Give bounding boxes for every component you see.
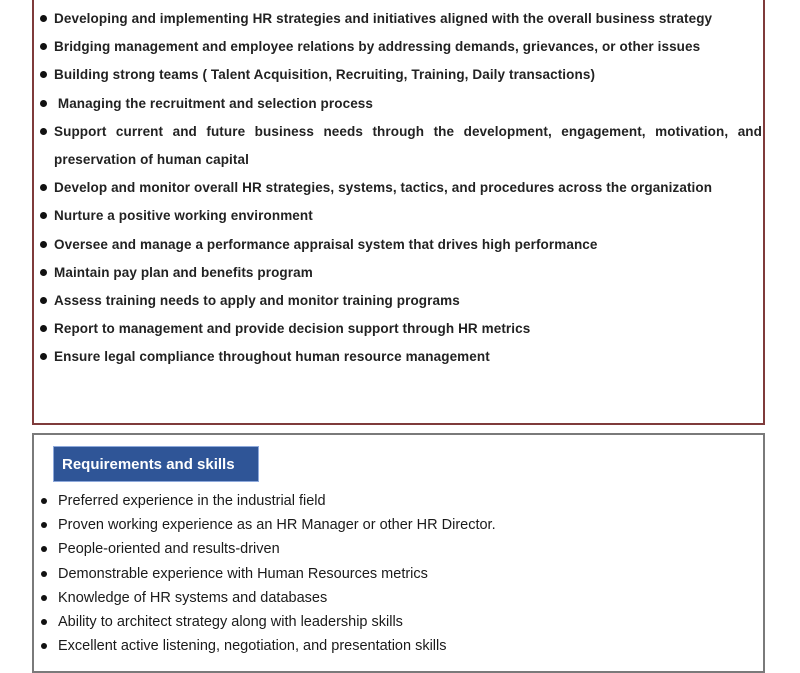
list-item-text: People-oriented and results-driven	[58, 541, 280, 558]
list-item-text: Nurture a positive working environment	[54, 208, 313, 224]
list-item-text: Building strong teams ( Talent Acquisition, Recruiting, Training, Daily transactions)	[54, 67, 596, 83]
list-item	[38, 610, 758, 634]
bullet-icon	[40, 15, 47, 22]
bullet-icon	[40, 325, 47, 332]
bullet-icon	[41, 498, 47, 504]
list-item	[38, 61, 762, 89]
list-item	[38, 33, 762, 61]
bullet-icon	[40, 184, 47, 191]
list-item	[38, 343, 762, 371]
list-item	[38, 259, 762, 287]
bullet-icon	[40, 212, 47, 219]
bullet-icon	[40, 100, 47, 107]
list-item-text: Demonstrable experience with Human Resources metrics	[58, 565, 428, 582]
bullet-icon	[41, 643, 47, 649]
list-item-text: Ensure legal compliance throughout human resource management	[54, 349, 490, 365]
list-item	[38, 287, 762, 315]
list-item-text: Maintain pay plan and benefits program	[54, 264, 313, 280]
bullet-icon	[40, 128, 47, 135]
list-item	[38, 174, 762, 202]
list-item-text: Developing and implementing HR strategies and initiatives aligned with the overall business strategy	[54, 11, 713, 26]
list-item-text: Develop and monitor overall HR strategies, systems, tactics, and procedures across the organization	[54, 180, 713, 196]
list-item	[38, 634, 758, 658]
list-item-text: Assess training needs to apply and monitor training programs	[54, 293, 460, 309]
list-item-text: Support current and future business needs through the development, engagement, motivation, and preservation of human capital	[54, 123, 762, 168]
bullet-icon	[41, 571, 47, 577]
list-item	[38, 562, 758, 586]
bullet-icon	[40, 353, 47, 360]
bullet-icon	[40, 43, 47, 50]
list-item-text: Preferred experience in the industrial field	[58, 493, 326, 509]
list-item	[38, 537, 758, 561]
bullet-icon	[40, 297, 47, 304]
bullet-icon	[40, 241, 47, 248]
list-item	[38, 315, 762, 343]
list-item	[38, 90, 762, 118]
responsibilities-list	[38, 5, 762, 372]
list-item-text: Knowledge of HR systems and databases	[58, 589, 328, 606]
list-item-text: Bridging management and employee relations by addressing demands, grievances, or other issues	[54, 39, 701, 55]
list-item-text: Managing the recruitment and selection process	[54, 95, 374, 111]
list-item	[38, 489, 758, 513]
list-item	[38, 513, 758, 537]
bullet-icon	[41, 522, 47, 528]
bullet-icon	[40, 269, 47, 276]
list-item	[38, 202, 762, 230]
section-heading: Requirements and skills	[53, 446, 259, 482]
bullet-icon	[40, 71, 47, 78]
bullet-icon	[41, 595, 47, 601]
list-item-text: Ability to architect strategy along with leadership skills	[58, 614, 403, 631]
list-item-text: Report to management and provide decision support through HR metrics	[54, 321, 531, 337]
bullet-icon	[41, 619, 47, 625]
bullet-icon	[41, 546, 47, 552]
list-item-text: Oversee and manage a performance appraisal system that drives high performance	[54, 236, 598, 252]
list-item	[38, 118, 762, 174]
list-item-text: Proven working experience as an HR Manager or other HR Director.	[58, 517, 496, 534]
list-item	[38, 5, 762, 33]
list-item-text: Excellent active listening, negotiation, and presentation skills	[58, 638, 447, 655]
list-item	[38, 231, 762, 259]
list-item	[38, 586, 758, 610]
requirements-list	[38, 489, 758, 658]
